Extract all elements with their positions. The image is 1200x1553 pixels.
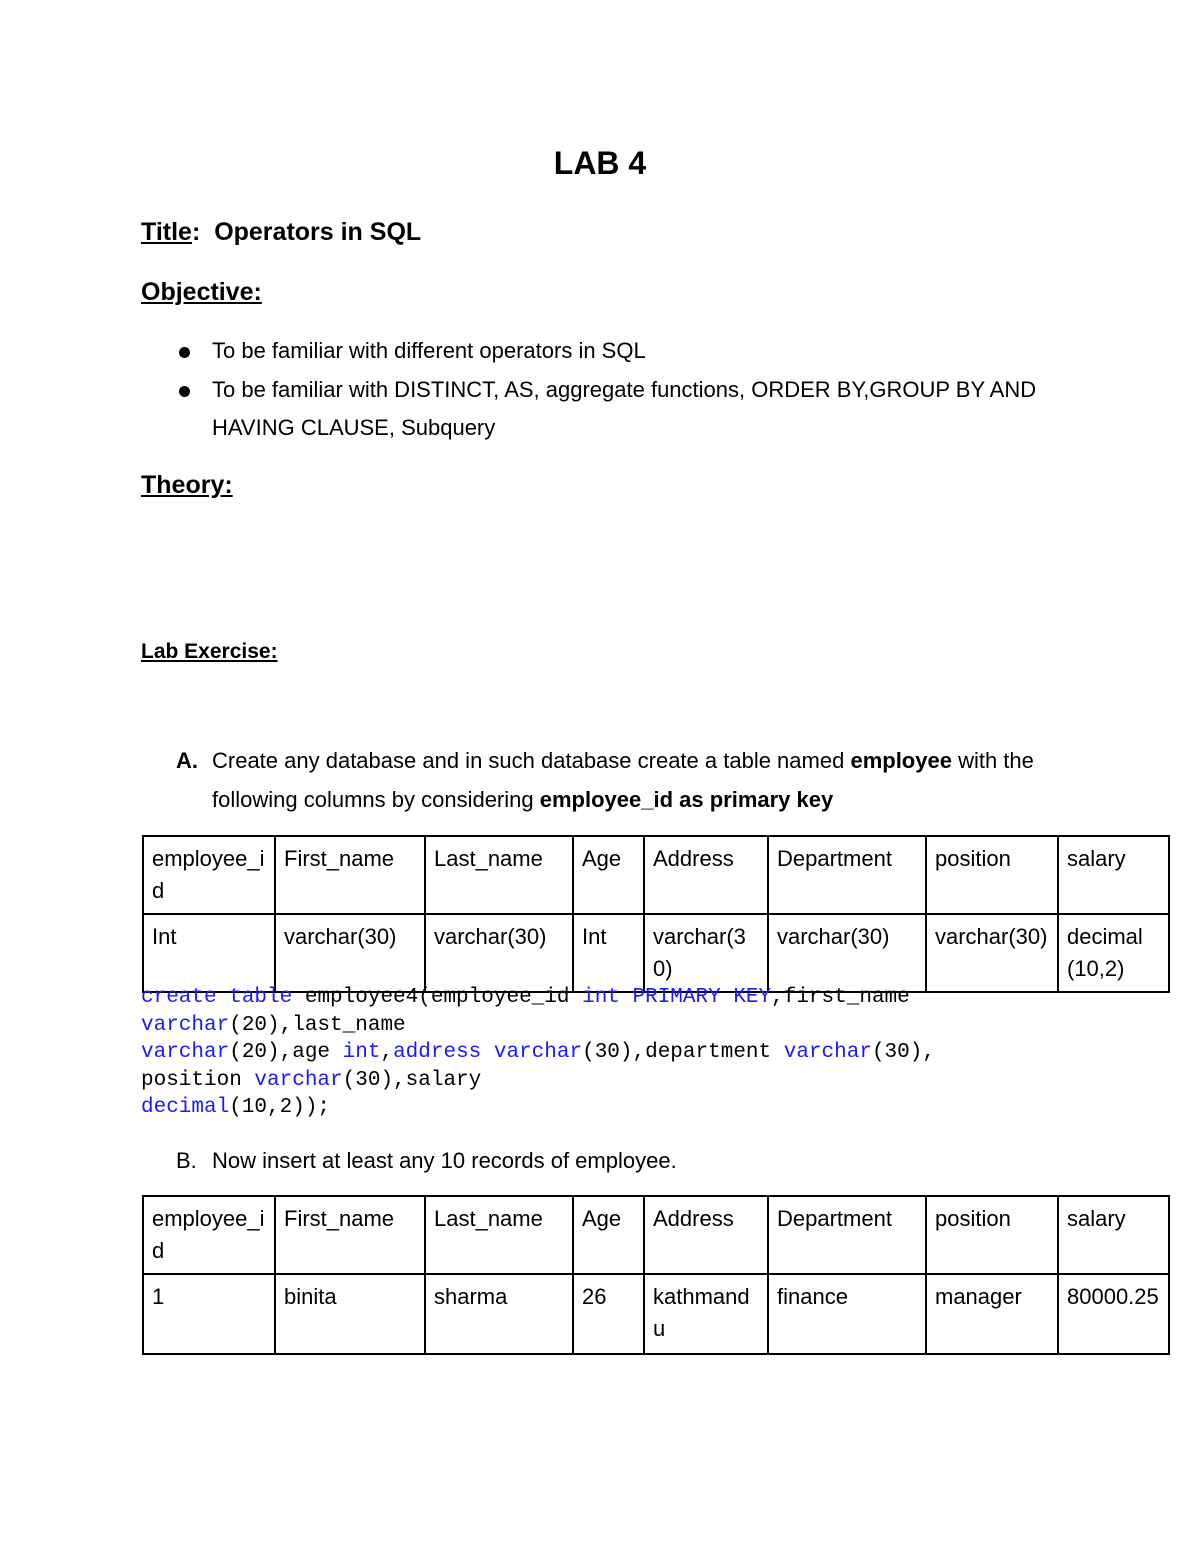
code-token: varchar [141, 1041, 230, 1064]
objective-item-text: To be familiar with DISTINCT, AS, aggregate functions, ORDER BY,GROUP BY AND HAVING CLAUSE, Subquery [212, 376, 1037, 440]
records-header-cell: Last_name [425, 1196, 573, 1274]
exercise-a-bold-2: employee_id as primary key [539, 786, 834, 812]
records-table [142, 1195, 1170, 1355]
exercise-a-text-1: Create any database and in such database create a table named [212, 748, 851, 773]
exercise-a [176, 742, 1106, 819]
exercise-a-marker: A. [176, 748, 198, 773]
code-token: (20),last_name [229, 1013, 406, 1037]
code-token: ,first_name [771, 986, 910, 1009]
exercise-b [176, 1142, 1106, 1181]
code-token: int PRIMARY KEY [582, 986, 772, 1009]
records-header-cell: Address [644, 1196, 768, 1274]
title-label: Title [141, 218, 192, 246]
exercise-b-text: Now insert at least any 10 records of employee. [212, 1148, 677, 1173]
schema-table [142, 835, 1170, 993]
code-token: employee4(employee_id [292, 986, 583, 1009]
records-cell: kathmandu [644, 1274, 768, 1354]
schema-type-cell: varchar(30) [644, 914, 768, 992]
code-token: address varchar [393, 1041, 583, 1064]
code-token: (30),salary [342, 1068, 482, 1092]
exercise-a-bold-1: employee [850, 748, 952, 773]
bullet-icon [179, 347, 190, 358]
records-cell: 1 [143, 1274, 275, 1354]
code-token: (20),age [229, 1041, 343, 1064]
schema-type-cell: Int [573, 914, 644, 992]
schema-type-cell: varchar(30) [768, 914, 926, 992]
schema-header-cell: Age [573, 836, 644, 914]
title-line [141, 218, 421, 247]
theory-heading: Theory: [141, 471, 233, 499]
records-cell: binita [275, 1274, 425, 1354]
code-token: (30),department [582, 1041, 784, 1064]
code-token: , [380, 1041, 394, 1064]
objective-item [171, 371, 1071, 448]
exercise-a-text [176, 742, 1106, 819]
code-token: (10,2)); [229, 1096, 331, 1119]
code-token: varchar [141, 1013, 230, 1037]
schema-type-cell: varchar(30) [926, 914, 1058, 992]
records-header-cell: salary [1058, 1196, 1169, 1274]
objective-heading: Objective: [141, 278, 262, 306]
schema-header-cell: employee_id [143, 836, 275, 914]
records-cell: 26 [573, 1274, 644, 1354]
code-token: create table [141, 986, 293, 1009]
sql-code-block [141, 984, 1141, 1122]
records-header-cell: First_name [275, 1196, 425, 1274]
records-header-cell: Age [573, 1196, 644, 1274]
schema-type-cell: varchar(30) [425, 914, 573, 992]
records-header-cell: Department [768, 1196, 926, 1274]
code-token: decimal [141, 1096, 230, 1119]
schema-header-cell: First_name [275, 836, 425, 914]
title-separator: : [191, 218, 201, 246]
schema-header-cell: Address [644, 836, 768, 914]
records-header-cell: position [926, 1196, 1058, 1274]
records-cell: sharma [425, 1274, 573, 1354]
exercise-a-text-2: with the following columns by considering [212, 748, 1034, 812]
schema-type-cell: decimal(10,2) [1058, 914, 1169, 992]
objective-list [171, 332, 1071, 448]
schema-header-cell: Last_name [425, 836, 573, 914]
bullet-icon [179, 386, 190, 397]
objective-item [171, 332, 1071, 371]
schema-type-cell: Int [143, 914, 275, 992]
records-cell: manager [926, 1274, 1058, 1354]
schema-type-row [143, 914, 1169, 992]
table-row [143, 1274, 1169, 1354]
title-text: Operators in SQL [214, 218, 422, 246]
records-cell: finance [768, 1274, 926, 1354]
code-token: varchar [254, 1068, 343, 1092]
schema-header-cell: salary [1058, 836, 1169, 914]
schema-type-cell: varchar(30) [275, 914, 425, 992]
code-token: position [141, 1068, 255, 1092]
code-token: varchar [783, 1041, 872, 1064]
records-header-row [143, 1196, 1169, 1274]
exercise-b-marker: B. [176, 1148, 197, 1173]
records-header-cell: employee_id [143, 1196, 275, 1274]
code-token: int [342, 1041, 381, 1064]
lab-title: LAB 4 [553, 145, 647, 181]
schema-header-row [143, 836, 1169, 914]
schema-header-cell: position [926, 836, 1058, 914]
objective-item-text: To be familiar with different operators in SQL [212, 338, 646, 363]
code-token: (30), [871, 1041, 935, 1064]
lab-exercise-heading: Lab Exercise: [141, 640, 278, 663]
records-cell: 80000.25 [1058, 1274, 1169, 1354]
schema-header-cell: Department [768, 836, 926, 914]
